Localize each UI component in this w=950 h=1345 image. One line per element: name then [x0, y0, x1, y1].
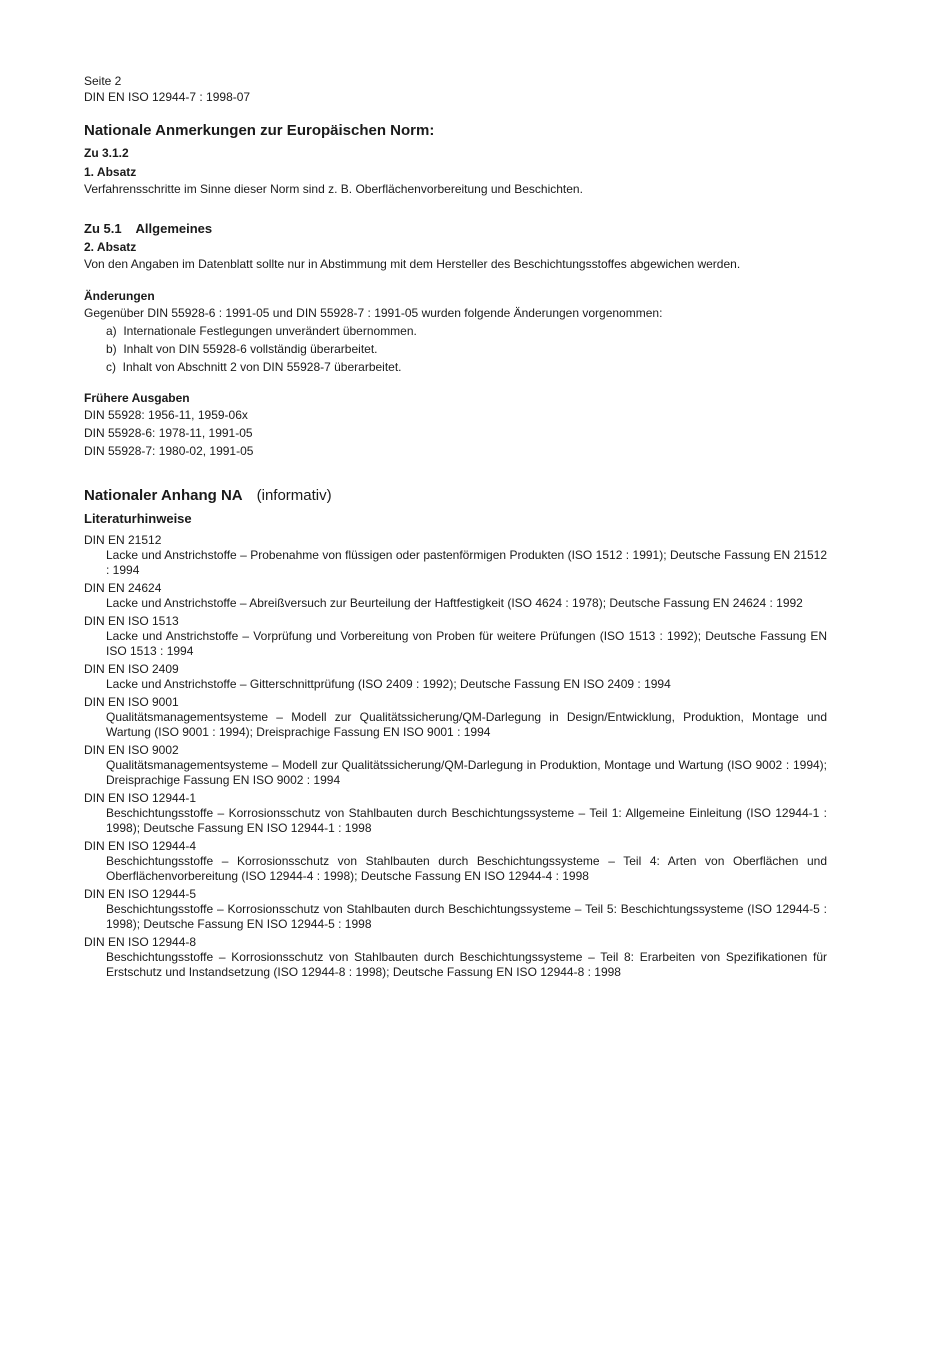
reference-title: Qualitätsmanagementsysteme – Modell zur Qualitätssicherung/QM-Darlegung in Design/Entwicklung, Produktion, Montage und Wartung (ISO 9001 : 1994); Dreisprachige Fassung EN ISO 9001 : 1994: [106, 710, 827, 739]
reference-title: Lacke und Anstrichstoffe – Probenahme von flüssigen oder pastenförmigen Produkten (ISO 1512 : 1991); Deutsche Fassung EN 21512 : 1994: [106, 548, 827, 577]
literature-heading: Literaturhinweise: [84, 511, 192, 526]
list-item: DIN 55928: 1956-11, 1959-06x: [84, 408, 248, 422]
annex-informative-label: (informativ): [256, 487, 332, 504]
reference-id: DIN EN ISO 12944-1: [84, 791, 197, 805]
reference-title: Lacke und Anstrichstoffe – Abreißversuch zur Beurteilung der Haftfestigkeit (ISO 4624 : 1978); Deutsche Fassung EN 24624 : 1992: [106, 596, 803, 610]
reference-item: [84, 580, 827, 611]
document-page: [84, 73, 827, 980]
list-item: DIN 55928-7: 1980-02, 1991-05: [84, 444, 254, 458]
page-header: [84, 73, 827, 105]
note-text-312: Verfahrensschritte im Sinne dieser Norm sind z. B. Oberflächenvorbereitung und Beschichten.: [84, 182, 583, 196]
reference-id: DIN EN ISO 2409: [84, 662, 179, 676]
list-item: b) Inhalt von DIN 55928-6 vollständig überarbeitet.: [106, 342, 378, 356]
reference-id: DIN EN ISO 1513: [84, 614, 179, 628]
reference-id: DIN EN 21512: [84, 533, 162, 547]
note-text-51: Von den Angaben im Datenblatt sollte nur in Abstimmung mit dem Hersteller des Beschichtungsstoffes abgewichen werden.: [84, 257, 741, 271]
reference-item: [84, 742, 827, 788]
reference-item: [84, 886, 827, 932]
section-heading-zu-51: Zu 5.1 Allgemeines: [84, 221, 213, 236]
reference-title: Lacke und Anstrichstoffe – Vorprüfung und Vorbereitung von Proben für weitere Prüfungen (ISO 1513 : 1992); Deutsche Fassung EN ISO 1513 : 1994: [106, 629, 827, 658]
national-notes-title: Nationale Anmerkungen zur Europäischen Norm:: [84, 122, 435, 139]
changes-heading: Änderungen: [84, 289, 155, 303]
reference-title: Beschichtungsstoffe – Korrosionsschutz von Stahlbauten durch Beschichtungssysteme – Teil 8: Erarbeiten von Spezifikationen für Erstschutz und Instandsetzung (ISO 12944-8 : 1998); Deutsche Fassung EN ISO 12944-8 : 1998: [106, 950, 827, 979]
reference-title: Beschichtungsstoffe – Korrosionsschutz von Stahlbauten durch Beschichtungssysteme – Teil 1: Allgemeine Einleitung (ISO 12944-1 : 1998); Deutsche Fassung EN ISO 12944-1 : 1998: [106, 806, 827, 835]
section-heading-zu-312: Zu 3.1.2: [84, 146, 129, 160]
reference-item: [84, 694, 827, 740]
reference-list: [84, 532, 827, 980]
reference-item: [84, 934, 827, 980]
reference-id: DIN EN ISO 12944-4: [84, 839, 197, 853]
previous-editions-heading: Frühere Ausgaben: [84, 391, 190, 405]
changes-intro: Gegenüber DIN 55928-6 : 1991-05 und DIN 55928-7 : 1991-05 wurden folgende Änderungen vorgenommen:: [84, 306, 663, 320]
paragraph-label-2: 2. Absatz: [84, 240, 137, 254]
reference-id: DIN EN ISO 12944-5: [84, 887, 197, 901]
list-item: c) Inhalt von Abschnitt 2 von DIN 55928-7 überarbeitet.: [106, 360, 402, 374]
reference-id: DIN EN ISO 9001: [84, 695, 179, 709]
reference-title: Qualitätsmanagementsysteme – Modell zur Qualitätssicherung/QM-Darlegung in Produktion, Montage und Wartung (ISO 9002 : 1994); Dreisprachige Fassung EN ISO 9002 : 1994: [106, 758, 827, 787]
reference-item: [84, 613, 827, 659]
changes-list: [84, 322, 827, 376]
reference-id: DIN EN 24624: [84, 581, 162, 595]
reference-title: Beschichtungsstoffe – Korrosionsschutz von Stahlbauten durch Beschichtungssysteme – Teil 5: Beschichtungssysteme (ISO 12944-5 : 1998); Deutsche Fassung EN ISO 12944-5 : 1998: [106, 902, 827, 931]
list-item: a) Internationale Festlegungen unverändert übernommen.: [106, 324, 417, 338]
annex-title: [84, 487, 827, 505]
reference-title: Beschichtungsstoffe – Korrosionsschutz von Stahlbauten durch Beschichtungssysteme – Teil 4: Arten von Oberflächen und Oberflächenvorbereitung (ISO 12944-4 : 1998); Deutsche Fassung EN ISO 12944-4 : 1998: [106, 854, 827, 883]
page-number: Seite 2: [84, 74, 122, 88]
reference-title: Lacke und Anstrichstoffe – Gitterschnittprüfung (ISO 2409 : 1992); Deutsche Fassung EN ISO 2409 : 1994: [106, 677, 671, 691]
annex-title-text: Nationaler Anhang NA: [84, 487, 243, 504]
paragraph-label-1: 1. Absatz: [84, 165, 137, 179]
reference-item: [84, 838, 827, 884]
reference-item: [84, 661, 827, 692]
list-item: DIN 55928-6: 1978-11, 1991-05: [84, 426, 253, 440]
reference-item: [84, 790, 827, 836]
document-id: DIN EN ISO 12944-7 : 1998-07: [84, 90, 251, 104]
reference-id: DIN EN ISO 9002: [84, 743, 179, 757]
reference-item: [84, 532, 827, 578]
previous-editions-list: [84, 406, 827, 460]
reference-id: DIN EN ISO 12944-8: [84, 935, 197, 949]
